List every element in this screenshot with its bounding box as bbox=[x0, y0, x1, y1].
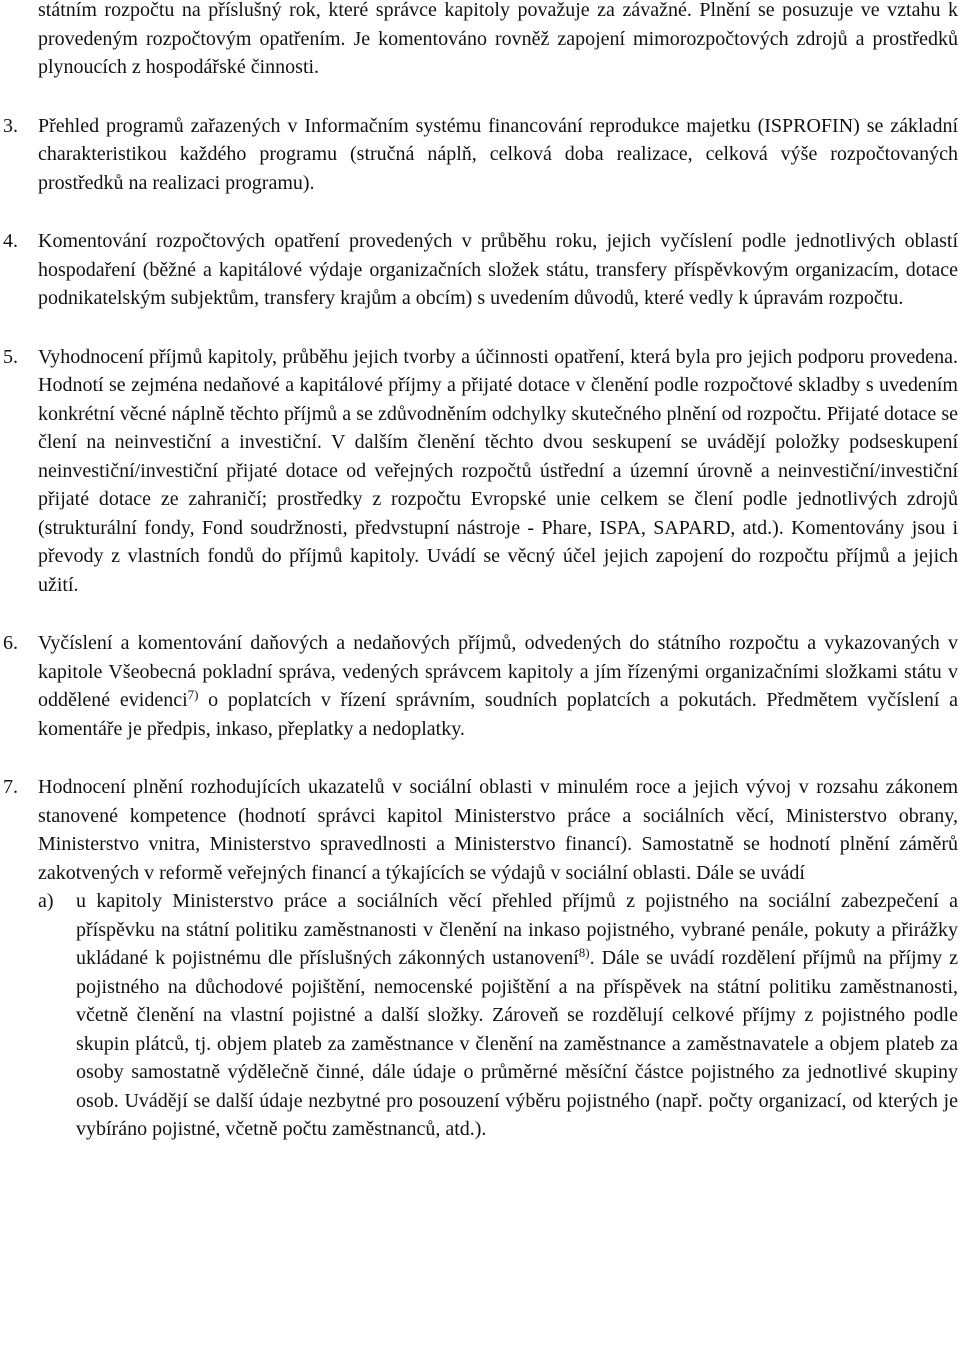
document-page bbox=[3, 0, 958, 1144]
item-text: Přehled programů zařazených v Informačním systému financování reprodukce majetku (ISPROFIN) se základní charakteristikou každého programu (stručná náplň, celková doba realizace, celková výše rozpočtovaných prostředků na realizaci programu). bbox=[38, 114, 958, 194]
sub-item-text: u kapitoly Ministerstvo práce a sociálních věcí přehled příjmů z pojistného na sociální zabezpečení a příspěvku na státní politiku zaměstnanosti v členění na inkaso pojistného, vybrané penále, pokuty a přirážky ukládané k pojistnému dle příslušných zákonných ustanovení bbox=[76, 890, 958, 969]
list-item-5 bbox=[3, 343, 958, 600]
item-number: 7. bbox=[3, 776, 18, 798]
sub-item-a bbox=[38, 887, 958, 1144]
footnote-ref: 8) bbox=[578, 945, 590, 960]
item-number: 6. bbox=[3, 632, 18, 654]
paragraph-spacer bbox=[38, 197, 958, 227]
item-text: Vyhodnocení příjmů kapitoly, průběhu jejich tvorby a účinnosti opatření, která byla pro jejich podporu provedena. Hodnotí se zejména nedaňové a kapitálové příjmy a přijaté dotace v členění podle rozpočtové skladby s uvedením konkrétní věcné náplně těchto příjmů a se zdůvodněním odchylky skutečného plnění od rozpočtu. Přijaté dotace se člení na neinvestiční a investiční. V dalším členění těchto dvou seskupení se uvádějí položky podseskupení neinvestiční/investiční přijaté dotace od veřejných rozpočtů ústřední a územní úrovně a neinvestiční/investiční přijaté dotace ze zahraničí; prostředky z rozpočtu Evropské unie celkem se člení podle jednotlivých zdrojů (strukturální fondy, Fond soudržnosti, předvstupní nástroje - Phare, ISPA, SAPARD, atd.). Komentovány jsou i převody z vlastních fondů do příjmů kapitoly. Uvádí se věcný účel jejich zapojení do rozpočtu příjmů a jejich užití. bbox=[38, 345, 958, 596]
sub-item-label: a) bbox=[38, 890, 54, 912]
sub-item-text-continued: . Dále se uvádí rozdělení příjmů na příjmy z pojistného na důchodové pojištění, nemocenské pojištění a na příspěvek na státní politiku zaměstnanosti, včetně členění na vlastní pojistné a další složky. Zároveň se rozdělují celkové příjmy z pojistného podle skupin plátců, tj. objem plateb za zaměstnance v členění na zaměstnance a zaměstnavatele a objem plateb za osoby samostatně výdělečně činné, dále údaje o průměrné měsíční částce pojistného za jednotlivé skupiny osob. Uvádějí se další údaje nezbytné pro posouzení výběru pojistného (např. počty organizací, od kterých je vybíráno pojistné, včetně počtu zaměstnanců, atd.). bbox=[76, 947, 958, 1140]
item-number: 5. bbox=[3, 345, 18, 368]
item-text: Komentování rozpočtových opatření provedených v průběhu roku, jejich vyčíslení podle jednotlivých oblastí hospodaření (běžné a kapitálové výdaje organizačních složek státu, transfery příspěvkovým organizacím, dotace podnikatelským subjektům, transfery krajům a obcím) s uvedením důvodů, které vedly k úpravám rozpočtu. bbox=[38, 230, 958, 309]
paragraph-spacer bbox=[38, 743, 958, 773]
paragraph-spacer bbox=[38, 599, 958, 629]
item-number: 3. bbox=[3, 114, 18, 137]
list-item-4 bbox=[3, 227, 958, 313]
list-item-3 bbox=[3, 112, 958, 198]
footnote-ref: 7) bbox=[187, 687, 199, 702]
paragraph-spacer bbox=[38, 82, 958, 112]
item-text-continued: o poplatcích v řízení správním, soudních poplatcích a pokutách. Předmětem vyčíslení a komentáře je předpis, inkaso, přeplatky a nedoplatky. bbox=[38, 689, 958, 740]
paragraph-spacer bbox=[38, 313, 958, 343]
item-number: 4. bbox=[3, 230, 18, 252]
item-text: Hodnocení plnění rozhodujících ukazatelů v sociální oblasti v minulém roce a jejich vývoj v rozsahu zákonem stanovené kompetence (hodnotí správci kapitol Ministerstvo práce a sociálních věcí, Ministerstvo obrany, Ministerstvo vnitra, Ministerstvo spravedlnosti a Ministerstvo financí). Samostatně se hodnotí plnění záměrů zakotvených v reformě veřejných financí a týkajících se výdajů v sociální oblasti. Dále se uvádí bbox=[38, 776, 958, 884]
list-item-6 bbox=[3, 629, 958, 743]
intro-paragraph: státním rozpočtu na příslušný rok, které správce kapitoly považuje za závažné. Plnění se posuzuje ve vztahu k provedeným rozpočtovým opatřením. Je komentováno rovněž zapojení mimorozpočtových zdrojů a prostředků plynoucích z hospodářské činnosti. bbox=[38, 0, 958, 78]
list-item-7 bbox=[3, 773, 958, 887]
item-text: Vyčíslení a komentování daňových a nedaňových příjmů, odvedených do státního rozpočtu a vykazovaných v kapitole Všeobecná pokladní správa, vedených správcem kapitoly a jím řízenými organizačními složkami státu v oddělené evidenci bbox=[38, 632, 958, 711]
